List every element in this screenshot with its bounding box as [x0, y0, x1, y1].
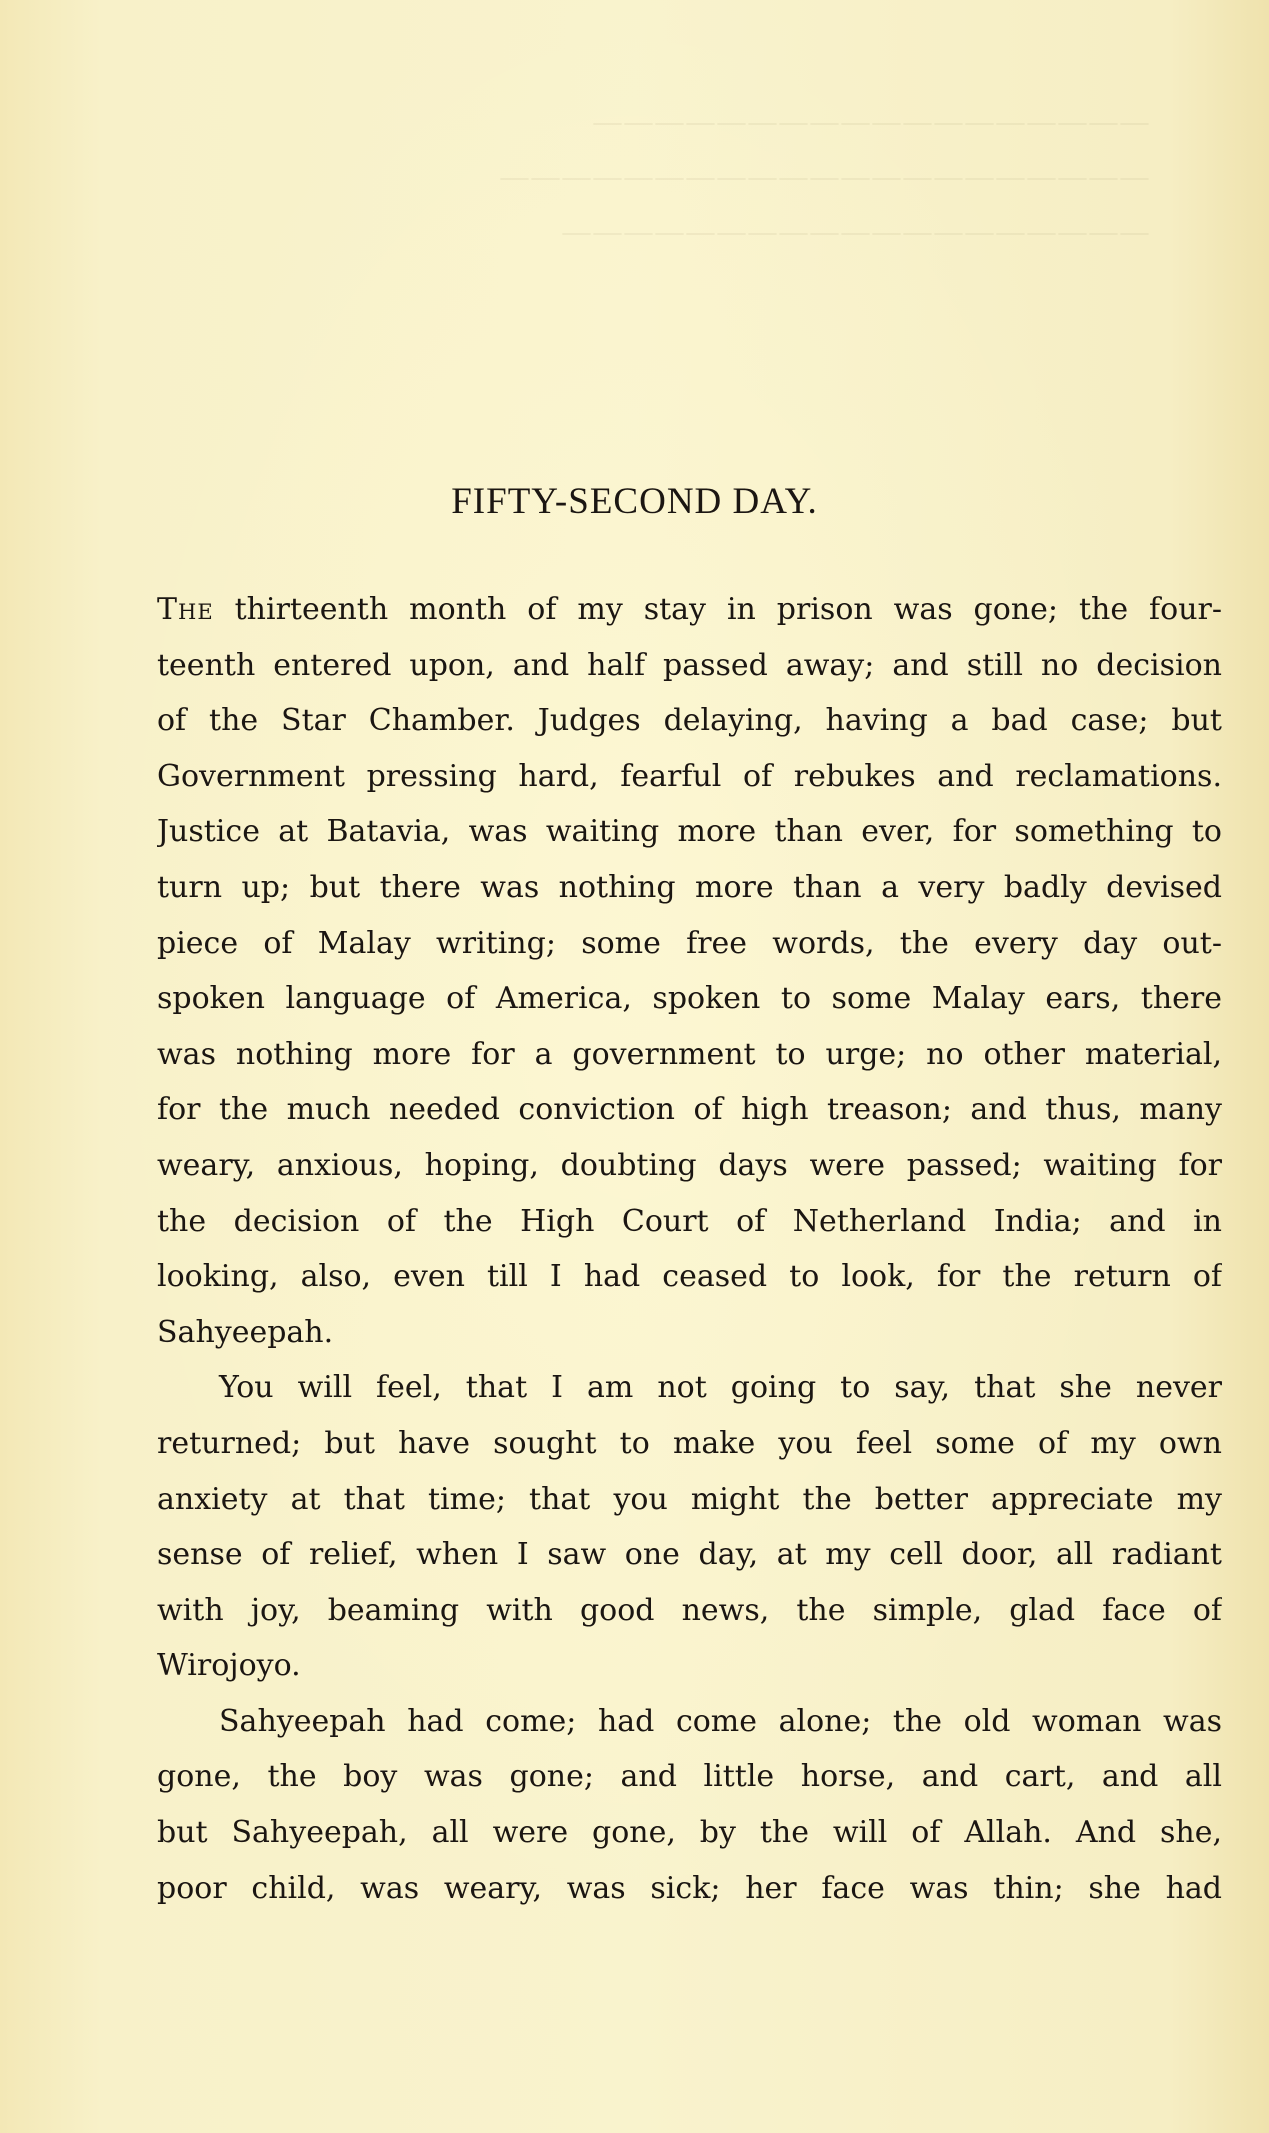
text-line: sense of relief, when I saw one day, at my cell door, all radiant: [157, 1537, 1222, 1573]
text-line: Justice at Batavia, was waiting more than ever, for something to: [157, 814, 1222, 850]
text-line: piece of Malay writing; some free words, the every day out-: [157, 925, 1222, 961]
text-line: anxiety at that time; that you might the better appreciate my: [157, 1481, 1222, 1517]
text-line: spoken language of America, spoken to some Malay ears, there: [157, 981, 1222, 1017]
text-line: Government pressing hard, fearful of rebukes and reclamations.: [157, 758, 1222, 794]
text-line: Sahyeepah.: [157, 1314, 334, 1350]
chapter-title: FIFTY-SECOND DAY.: [451, 481, 818, 522]
text-line: was nothing more for a government to urge; no other material,: [157, 1036, 1222, 1072]
body-text: [157, 582, 1222, 1916]
text-line: of the Star Chamber. Judges delaying, having a bad case; but: [157, 703, 1222, 739]
text-line: Sahyeepah had come; had come alone; the old woman was: [219, 1703, 1222, 1739]
paragraph-2: [157, 1360, 1222, 1694]
reverse-page-bleed-through: —————————————————— ————————————————————— ———————————————————: [499, 104, 1150, 250]
text-line: poor child, was weary, was sick; her face was thin; she had: [157, 1870, 1222, 1906]
text-line: The thirteenth month of my stay in prison was gone; the four-: [157, 592, 1222, 627]
text-line: teenth entered upon, and half passed away; and still no decision: [157, 647, 1222, 683]
text-line: You will feel, that I am not going to say, that she never: [219, 1370, 1222, 1406]
text-line: for the much needed conviction of high treason; and thus, many: [157, 1092, 1222, 1128]
text-line: looking, also, even till I had ceased to look, for the return of: [157, 1259, 1222, 1295]
text-line: weary, anxious, hoping, doubting days were passed; waiting for: [157, 1147, 1222, 1183]
text-line: with joy, beaming with good news, the simple, glad face of: [157, 1592, 1222, 1628]
text-line: returned; but have sought to make you feel some of my own: [157, 1425, 1222, 1461]
text-line: Wirojoyo.: [157, 1648, 301, 1684]
lead-word: The: [157, 592, 214, 627]
text-line: gone, the boy was gone; and little horse, and cart, and all: [157, 1759, 1222, 1795]
text-line: turn up; but there was nothing more than a very badly devised: [157, 869, 1222, 905]
paragraph-3: [157, 1694, 1222, 1916]
text-line: but Sahyeepah, all were gone, by the will of Allah. And she,: [157, 1815, 1222, 1851]
text-line: the decision of the High Court of Netherland India; and in: [157, 1203, 1222, 1239]
paragraph-1: [157, 582, 1222, 1360]
